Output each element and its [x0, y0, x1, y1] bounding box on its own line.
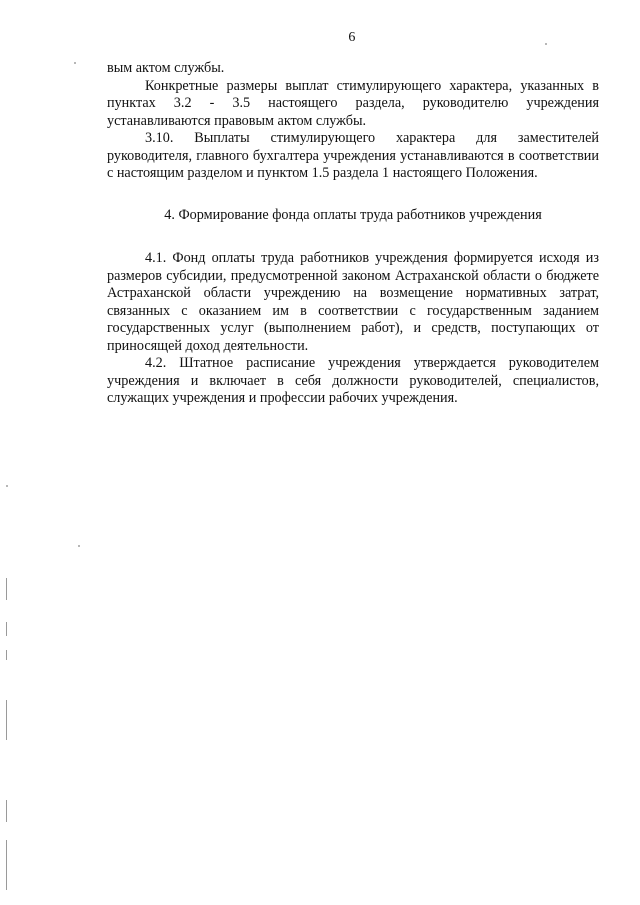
scan-artifact-line — [6, 650, 7, 660]
paragraph-bonus-amounts: Конкретные размеры выплат стимулирующего характера, указанных в пунктах 3.2 - 3.5 настоящего раздела, руководителю учреждения устанавливаются правовым актом службы. — [107, 77, 599, 129]
document-body — [107, 60, 599, 408]
scan-artifact-line — [6, 840, 7, 890]
scan-artifact-speck — [78, 545, 80, 547]
scan-artifact-line — [6, 800, 7, 822]
scan-artifact-speck — [74, 62, 76, 64]
paragraph-3-10: 3.10. Выплаты стимулирующего характера для заместителей руководителя, главного бухгалтера учреждения устанавливаются в соответствии с настоящим разделом и пунктом 1.5 раздела 1 настоящего Положения. — [107, 130, 599, 181]
paragraph-continuation: вым актом службы. — [107, 60, 225, 76]
paragraph-4-2: 4.2. Штатное расписание учреждения утверждается руководителем учреждения и включает в себя должности руководителей, специалистов, служащих учреждения и профессии рабочих учреждения. — [107, 355, 599, 406]
paragraph-4-1: 4.1. Фонд оплаты труда работников учреждения формируется исходя из размеров субсидии, предусмотренной законом Астраханской области о бюджете Астраханской области учреждению на возмещение нормативных затрат, связанных с оказанием им в соответствии с государственным заданием государственных услуг (выполнением работ), и средств, поступающих от приносящей доход деятельности. — [107, 250, 599, 354]
scan-artifact-line — [6, 622, 7, 636]
scan-artifact-line — [6, 578, 7, 600]
page-number: 6 — [348, 30, 356, 45]
scan-artifact-line — [6, 700, 7, 740]
scan-artifact-speck — [545, 43, 547, 45]
scan-artifact-speck — [6, 485, 8, 487]
section-heading: 4. Формирование фонда оплаты труда работников учреждения — [164, 206, 542, 223]
